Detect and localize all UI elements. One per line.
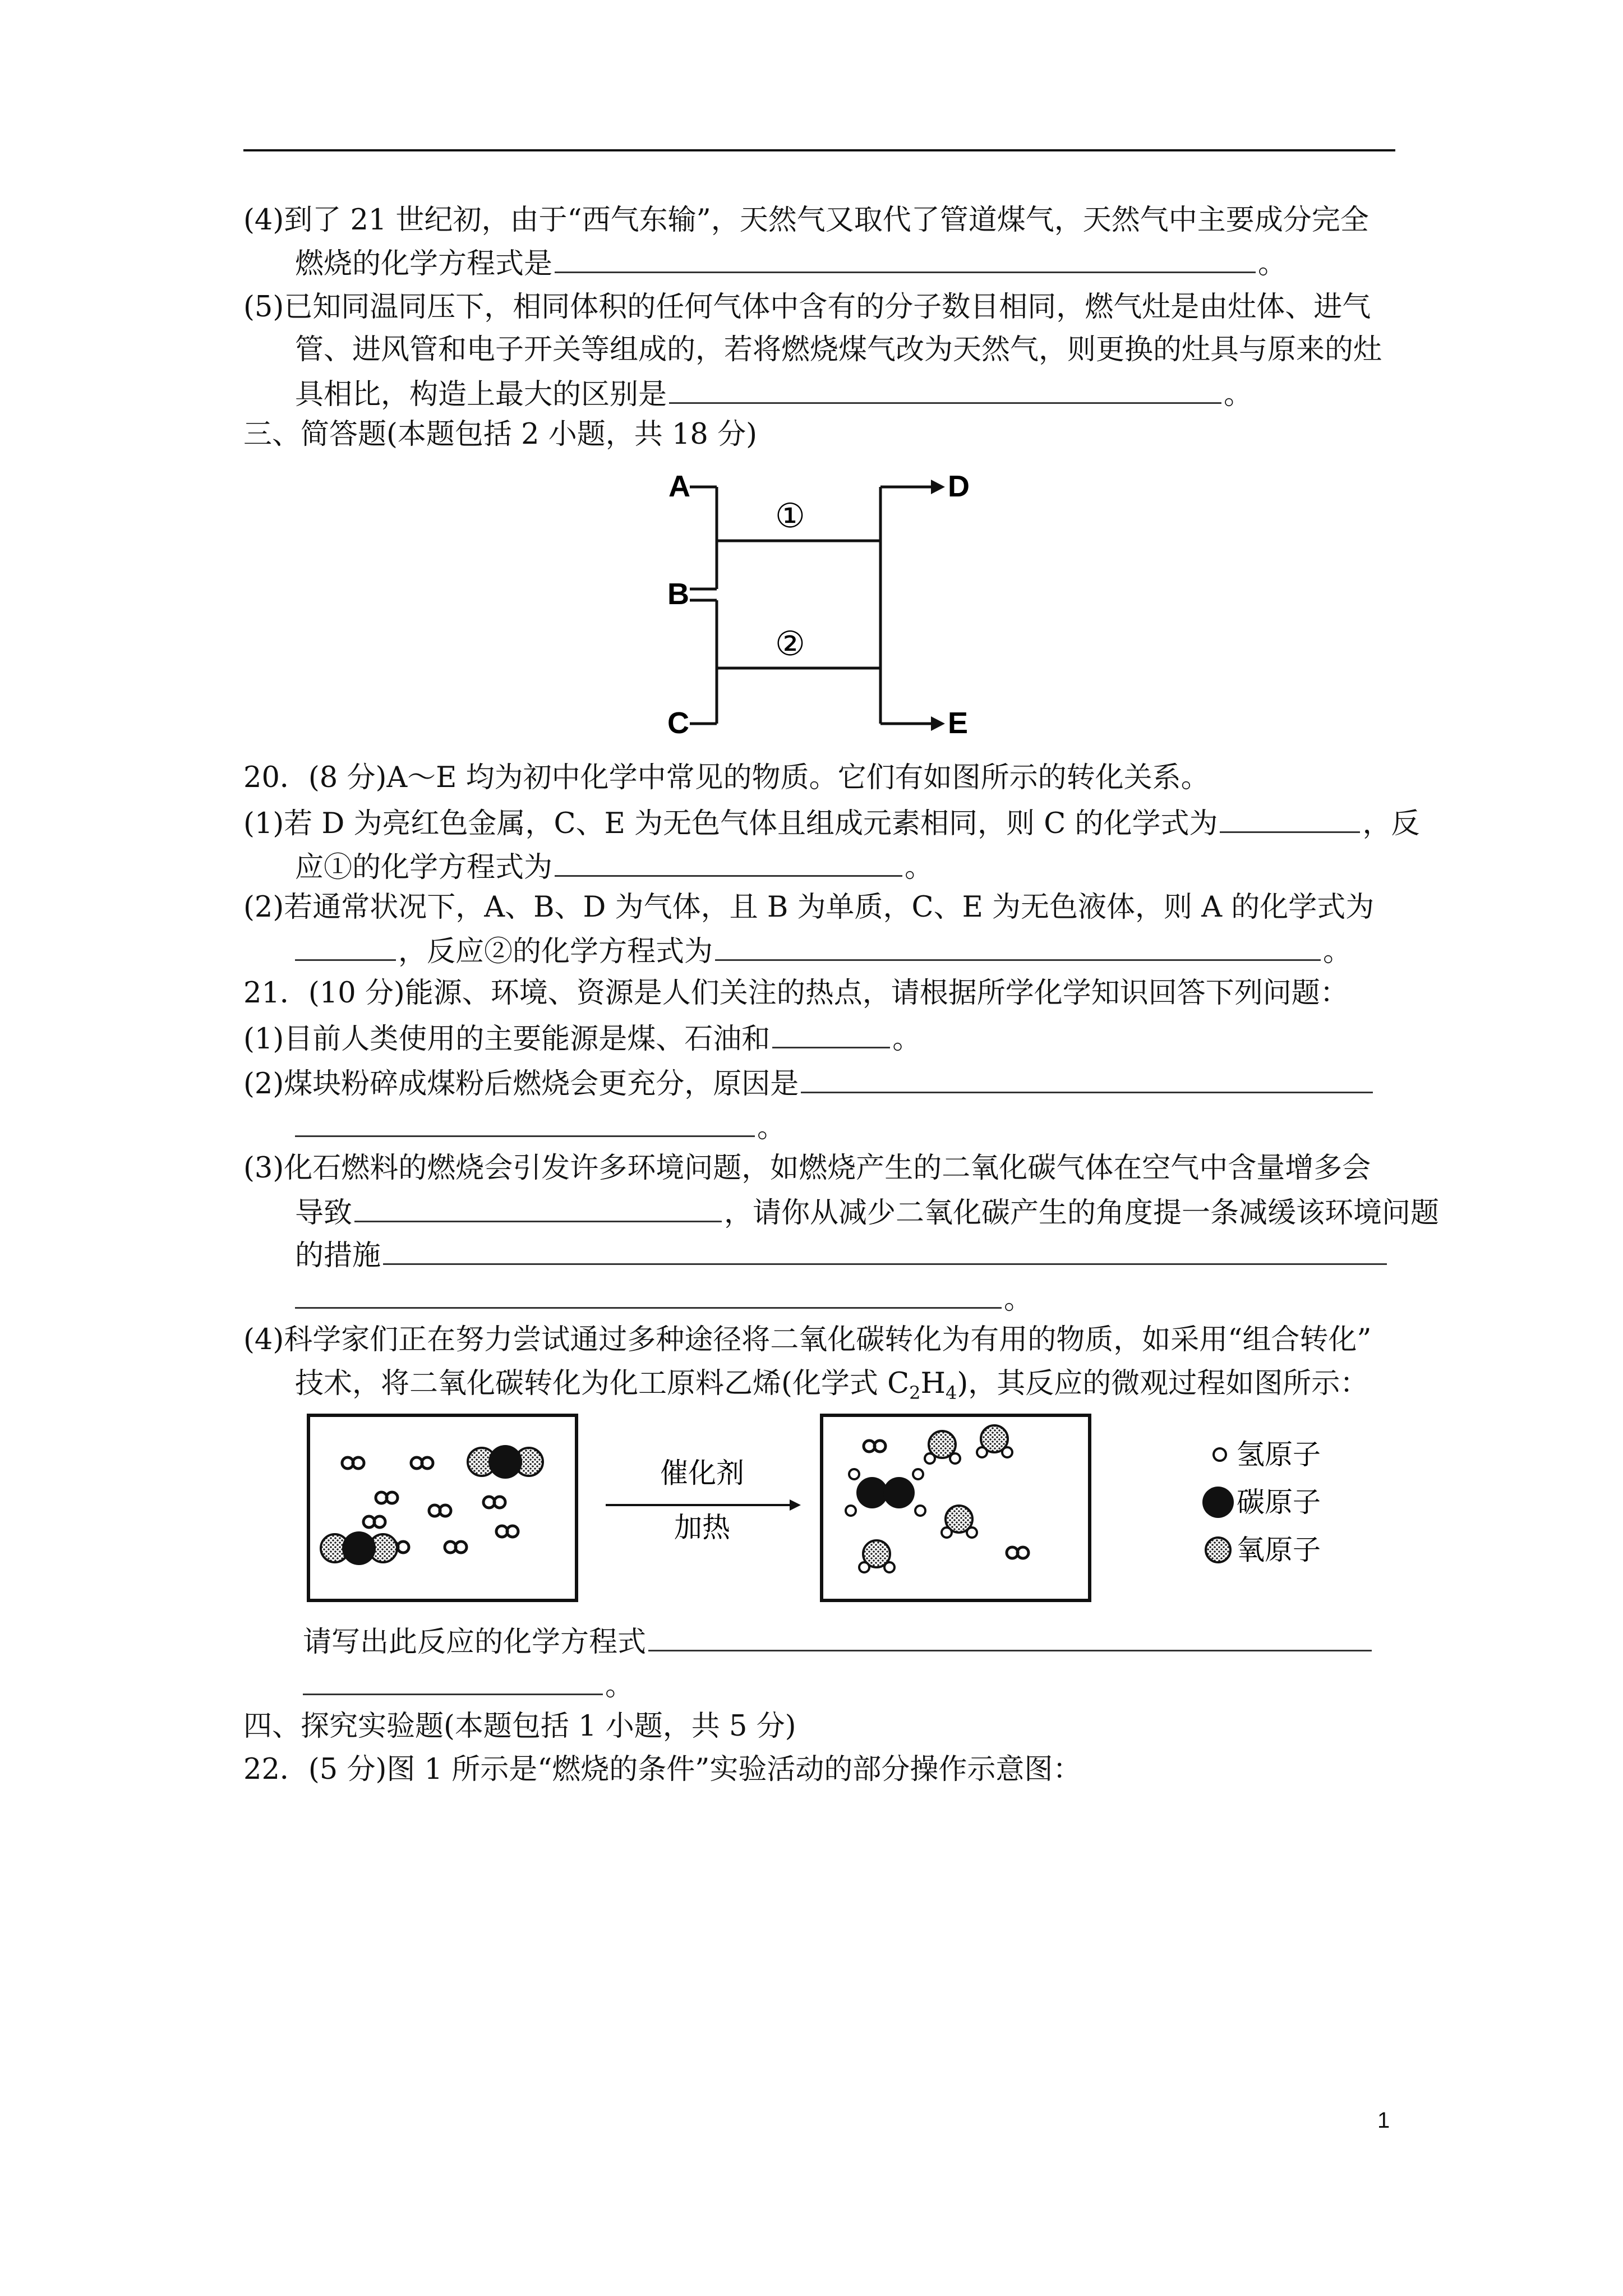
water-molecule [859, 1540, 895, 1572]
answer-blank[interactable] [715, 930, 1321, 961]
reaction-1-label: ① [775, 497, 805, 535]
carbon-dioxide-molecule [468, 1445, 543, 1479]
q19-item4-line1: (4)到了 21 世纪初，由于“西气东输”，天然气又取代了管道煤气，天然气中主要成分完全 [243, 204, 1369, 237]
carbon-atom-symbol [1202, 1487, 1234, 1518]
legend-hydrogen: 氢原子 [1237, 1439, 1321, 1470]
answer-blank[interactable] [555, 242, 1256, 273]
node-a: A [668, 470, 690, 503]
answer-blank[interactable] [303, 1664, 603, 1695]
water-molecule [977, 1425, 1012, 1457]
q21-part3-line1: (3)化石燃料的燃烧会引发许多环境问题，如燃烧产生的二氧化碳气体在空气中含量增多会 [243, 1152, 1371, 1185]
carbon-dioxide-molecule [321, 1531, 397, 1565]
q19-item5-line3: 具相比，构造上最大的区别是 。 [295, 373, 1252, 415]
answer-blank[interactable] [295, 930, 396, 961]
q21-part4-line1: (4)科学家们正在努力尝试通过多种途径将二氧化碳转化为有用的物质，如采用“组合转化” [243, 1323, 1372, 1356]
node-e: E [948, 706, 969, 740]
q21-equation-prompt-line2: 。 [303, 1664, 634, 1706]
section3-title: 三、简答题(本题包括 2 小题，共 18 分) [243, 418, 757, 451]
answer-blank[interactable] [295, 1278, 1002, 1309]
answer-blank[interactable] [801, 1062, 1373, 1093]
answer-blank[interactable] [354, 1191, 722, 1222]
hydrogen-atom-symbol [1214, 1448, 1226, 1461]
answer-blank[interactable] [669, 373, 1221, 404]
oxygen-atom-symbol [1206, 1538, 1230, 1562]
water-molecule [942, 1506, 977, 1538]
node-b: B [667, 577, 689, 611]
node-d: D [948, 470, 970, 503]
q19-item4-line2: 燃烧的化学方程式是 。 [295, 242, 1287, 284]
reaction-2-label: ② [775, 625, 805, 662]
page-number: 1 [1377, 2108, 1390, 2133]
q21-part3-line2: 导致 ，请你从减少二氧化碳产生的角度提一条减缓该环境问题 [295, 1191, 1439, 1233]
reactants-box [308, 1415, 577, 1600]
q20-part2-line2: ，反应②的化学方程式为 。 [295, 930, 1352, 972]
arrowhead-to-e [931, 716, 945, 731]
q21-part1: (1)目前人类使用的主要能源是煤、石油和 。 [243, 1018, 921, 1059]
arrowhead-to-d [931, 480, 945, 494]
q21-part3-line4: 。 [295, 1278, 1032, 1319]
node-c: C [667, 706, 689, 740]
q21-part2-line1: (2)煤块粉碎成煤粉后燃烧会更充分，原因是 [243, 1062, 1375, 1104]
transformation-diagram [645, 457, 1009, 749]
reaction-micro-figure [303, 1407, 1408, 1609]
q21-part3-line3: 的措施 [295, 1234, 1389, 1276]
ethylene-molecule [846, 1469, 925, 1516]
answer-blank[interactable] [383, 1234, 1387, 1265]
q21-part4-line2: 技术，将二氧化碳转化为化工原料乙烯(化学式 $C_2H_4$)，其反应的微观过程如图所示： [295, 1367, 1369, 1404]
q20-part1-line2: 应①的化学方程式为 。 [295, 846, 933, 887]
answer-blank[interactable] [295, 1106, 755, 1137]
water-molecule [925, 1431, 960, 1464]
q22-stem: 22．(5 分)图 1 所示是“燃烧的条件”实验活动的部分操作示意图： [243, 1753, 1082, 1786]
answer-blank[interactable] [555, 846, 902, 877]
q21-stem: 21．(10 分)能源、环境、资源是人们关注的热点，请根据所学化学知识回答下列问题： [243, 977, 1349, 1010]
legend-carbon: 碳原子 [1237, 1487, 1321, 1518]
q19-item5-line1: (5)已知同温同压下，相同体积的任何气体中含有的分子数目相同，燃气灶是由灶体、进气 [243, 291, 1371, 324]
condition-heating: 加热 [674, 1512, 730, 1543]
q21-equation-prompt-line1: 请写出此反应的化学方程式 [303, 1621, 1374, 1662]
answer-blank[interactable] [772, 1018, 890, 1048]
q21-part2-line2: 。 [295, 1106, 786, 1148]
legend-oxygen: 氧原子 [1237, 1534, 1321, 1566]
q19-item5-line2: 管、进风管和电子开关等组成的，若将燃烧煤气改为天然气，则更换的灶具与原来的灶 [295, 333, 1382, 366]
answer-blank[interactable] [648, 1621, 1372, 1651]
answer-blank[interactable] [1220, 802, 1360, 833]
legend [1202, 1439, 1321, 1566]
header-rule [243, 149, 1395, 151]
section4-title: 四、探究实验题(本题包括 1 小题，共 5 分) [243, 1710, 796, 1743]
q20-stem: 20．(8 分)A～E 均为初中化学中常见的物质。它们有如图所示的转化关系。 [243, 761, 1210, 794]
condition-catalyst: 催化剂 [660, 1457, 744, 1489]
q20-part2-line1: (2)若通常状况下，A、B、D 为气体，且 B 为单质，C、E 为无色液体，则 A 的化学式为 [243, 891, 1375, 924]
q20-part1-line1: (1)若 D 为亮红色金属，C、E 为无色气体且组成元素相同，则 C 的化学式为 ，反 [243, 802, 1419, 844]
